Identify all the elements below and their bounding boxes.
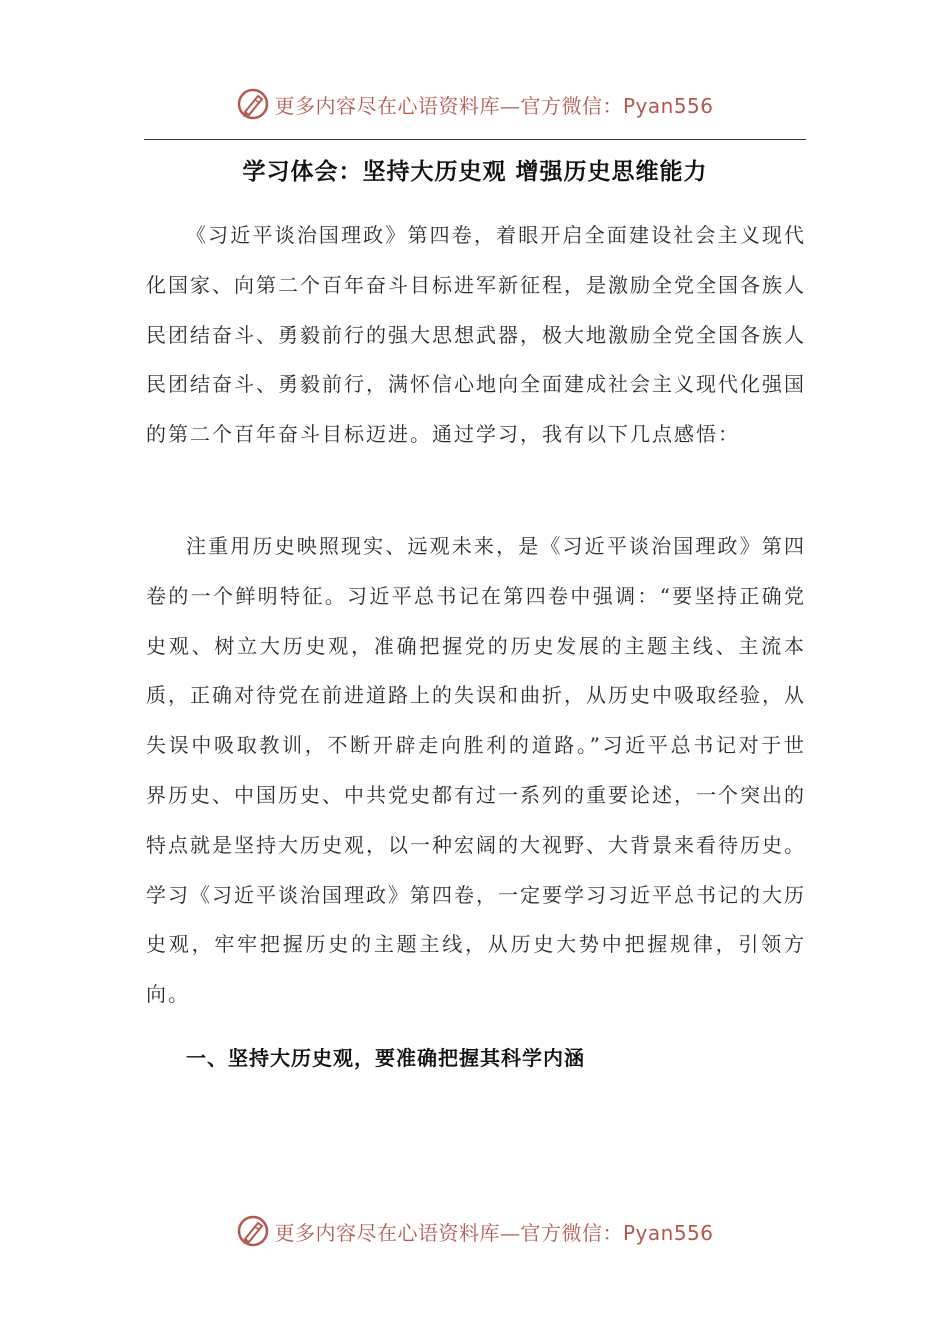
footer-wechat-id: Pyan556 — [622, 1220, 714, 1245]
header-banner — [0, 82, 950, 126]
section-heading: 一、坚持大历史观，要准确把握其科学内涵 — [186, 1046, 585, 1070]
footer-banner-label: 更多内容尽在心语资料库—官方微信： — [274, 1220, 623, 1245]
pen-circle-logo-icon — [236, 87, 270, 121]
footer-banner — [0, 1209, 950, 1253]
footer-banner-text — [274, 1217, 713, 1246]
header-divider — [144, 139, 806, 140]
paragraph-history-view: 注重用历史映照现实、远观未来，是《习近平谈治国理政》第四卷的一个鲜明特征。习近平总书记在第四卷中强调：“要坚持正确党史观、树立大历史观，准确把握党的历史发展的主题主线、主流本质，正确对待党在前进道路上的失误和曲折，从历史中吸取经验，从失误中吸取教训，不断开辟走向胜利的道路。”习近平总书记对于世界历史、中国历史、中共党史都有过一系列的重要论述，一个突出的特点就是坚持大历史观，以一种宏阔的大视野、大背景来看待历史。学习《习近平谈治国理政》第四卷，一定要学习习近平总书记的大历史观，牢牢把握历史的主题主线，从历史大势中把握规律，引领方向。 — [146, 534, 806, 1007]
paragraph-intro: 《习近平谈治国理政》第四卷，着眼开启全面建设社会主义现代化国家、向第二个百年奋斗目标进军新征程，是激励全党全国各族人民团结奋斗、勇毅前行的强大思想武器，极大地激励全党全国各族人民团结奋斗、勇毅前行，满怀信心地向全面建成社会主义现代化强国的第二个百年奋斗目标迈进。通过学习，我有以下几点感悟： — [146, 223, 806, 447]
pen-circle-logo-icon — [236, 1214, 270, 1248]
header-banner-text — [274, 90, 713, 119]
header-banner-label: 更多内容尽在心语资料库—官方微信： — [274, 93, 623, 118]
header-wechat-id: Pyan556 — [622, 93, 714, 118]
document-title: 学习体会：坚持大历史观 增强历史思维能力 — [242, 159, 708, 185]
